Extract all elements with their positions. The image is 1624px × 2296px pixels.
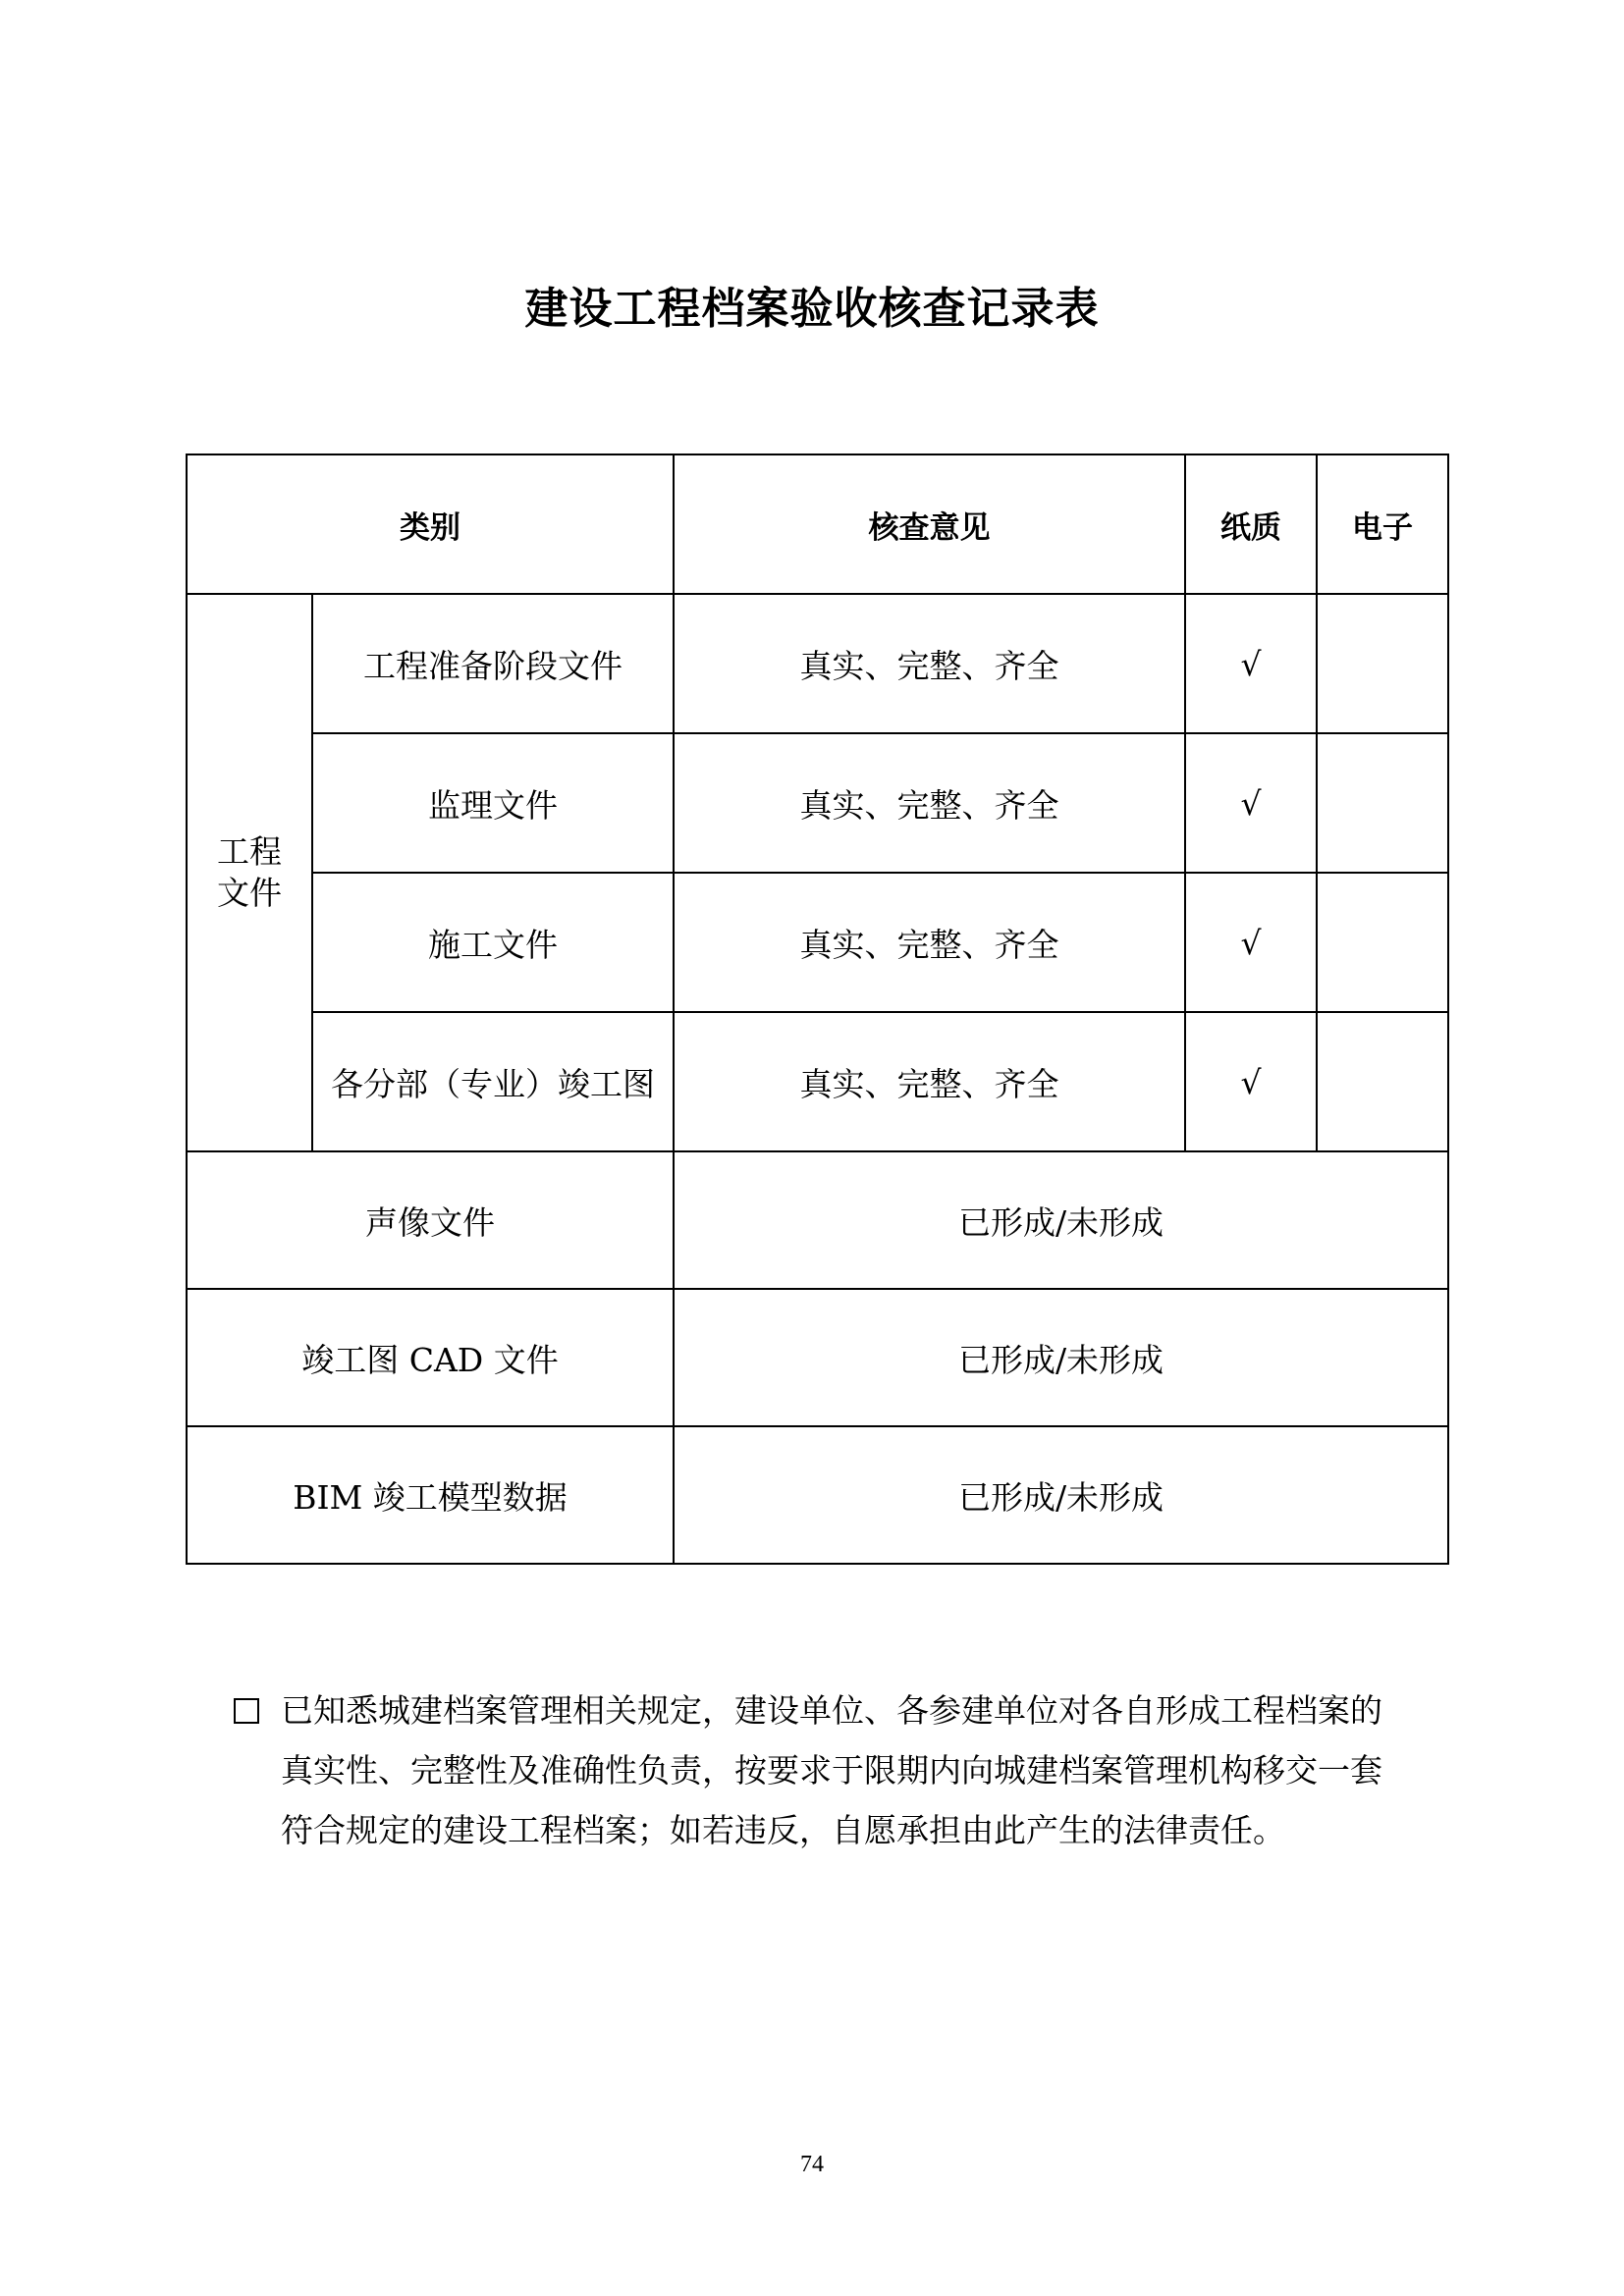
row-name: 各分部（专业）竣工图	[312, 1012, 674, 1151]
document-title: 建设工程档案验收核查记录表	[524, 284, 1100, 334]
row-status: 已形成/未形成	[674, 1426, 1448, 1564]
page-number: 74	[800, 2152, 824, 2177]
row-name: 声像文件	[187, 1151, 674, 1289]
row-opinion: 真实、完整、齐全	[674, 873, 1185, 1012]
header-category: 类别	[187, 454, 674, 594]
row-name: 施工文件	[312, 873, 674, 1012]
row-name: 工程准备阶段文件	[312, 594, 674, 733]
header-paper: 纸质	[1185, 454, 1317, 594]
table-row	[187, 733, 1448, 873]
table-row	[187, 873, 1448, 1012]
header-electronic: 电子	[1317, 454, 1448, 594]
declaration-line: 已知悉城建档案管理相关规定，建设单位、各参建单位对各自形成工程档案的	[281, 1691, 1382, 1730]
paper-check-mark: √	[1185, 1012, 1317, 1151]
row-opinion: 真实、完整、齐全	[674, 1012, 1185, 1151]
row-name: BIM 竣工模型数据	[187, 1426, 674, 1564]
table-row	[187, 1151, 1448, 1289]
row-opinion: 真实、完整、齐全	[674, 733, 1185, 873]
declaration-line: 真实性、完整性及准确性负责，按要求于限期内向城建档案管理机构移交一套	[281, 1751, 1382, 1789]
paper-check-mark: √	[1185, 594, 1317, 733]
table-row	[187, 594, 1448, 733]
table-header-row	[187, 454, 1448, 594]
electronic-cell	[1317, 873, 1448, 1012]
row-name: 监理文件	[312, 733, 674, 873]
row-opinion: 真实、完整、齐全	[674, 594, 1185, 733]
engineering-files-group-label: 工程 文件	[187, 594, 312, 1151]
electronic-cell	[1317, 594, 1448, 733]
row-name: 竣工图 CAD 文件	[187, 1289, 674, 1426]
paper-check-mark: √	[1185, 873, 1317, 1012]
paper-check-mark: √	[1185, 733, 1317, 873]
row-status: 已形成/未形成	[674, 1151, 1448, 1289]
declaration-checkbox[interactable]	[234, 1698, 259, 1724]
table-row	[187, 1289, 1448, 1426]
inspection-record-table	[186, 454, 1449, 1565]
electronic-cell	[1317, 1012, 1448, 1151]
table-row	[187, 1426, 1448, 1564]
declaration-text	[281, 1681, 1412, 1860]
row-status: 已形成/未形成	[674, 1289, 1448, 1426]
header-opinion: 核查意见	[674, 454, 1185, 594]
electronic-cell	[1317, 733, 1448, 873]
table-row	[187, 1012, 1448, 1151]
declaration-line: 符合规定的建设工程档案；如若违反，自愿承担由此产生的法律责任。	[281, 1811, 1285, 1849]
